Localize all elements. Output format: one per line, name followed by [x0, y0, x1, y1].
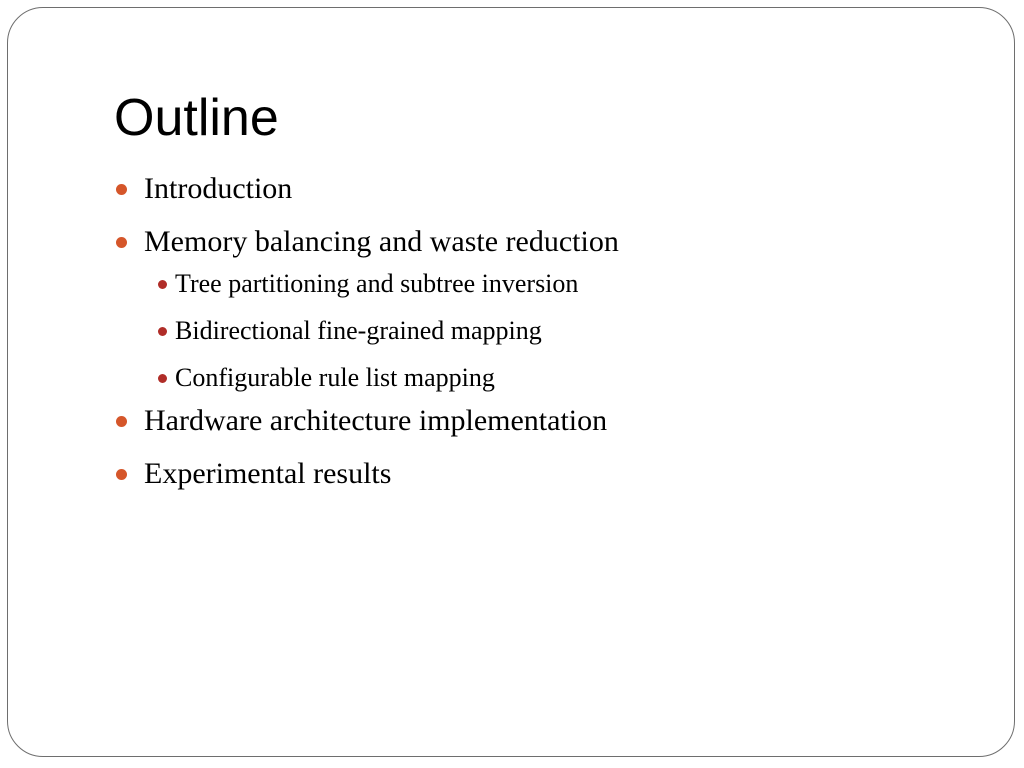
sub-bullet-item-tree-partitioning — [144, 268, 619, 300]
slide-frame — [7, 7, 1015, 757]
bullet-dot-icon — [116, 184, 127, 195]
slide-title: Outline — [114, 89, 279, 147]
bullet-item-hardware-architecture — [114, 403, 619, 439]
bullet-dot-icon — [116, 416, 127, 427]
bullet-list — [114, 171, 619, 509]
sub-bullet-dot-icon — [158, 327, 167, 336]
bullet-dot-icon — [116, 237, 127, 248]
bullet-text: Hardware architecture implementation — [144, 404, 608, 437]
sub-bullet-item-rule-list-mapping — [144, 362, 619, 394]
bullet-dot-icon — [116, 469, 127, 480]
sub-bullet-text: Bidirectional fine-grained mapping — [175, 316, 542, 345]
sub-bullet-list — [144, 268, 619, 394]
bullet-item-introduction — [114, 171, 619, 207]
bullet-item-experimental-results — [114, 456, 619, 492]
bullet-text: Experimental results — [144, 457, 392, 490]
bullet-text: Memory balancing and waste reduction — [144, 225, 619, 258]
sub-bullet-item-bidirectional-mapping — [144, 315, 619, 347]
sub-bullet-text: Configurable rule list mapping — [175, 363, 495, 392]
bullet-item-memory-balancing — [114, 224, 619, 394]
sub-bullet-dot-icon — [158, 374, 167, 383]
sub-bullet-dot-icon — [158, 280, 167, 289]
bullet-text: Introduction — [144, 172, 293, 205]
sub-bullet-text: Tree partitioning and subtree inversion — [175, 269, 579, 298]
